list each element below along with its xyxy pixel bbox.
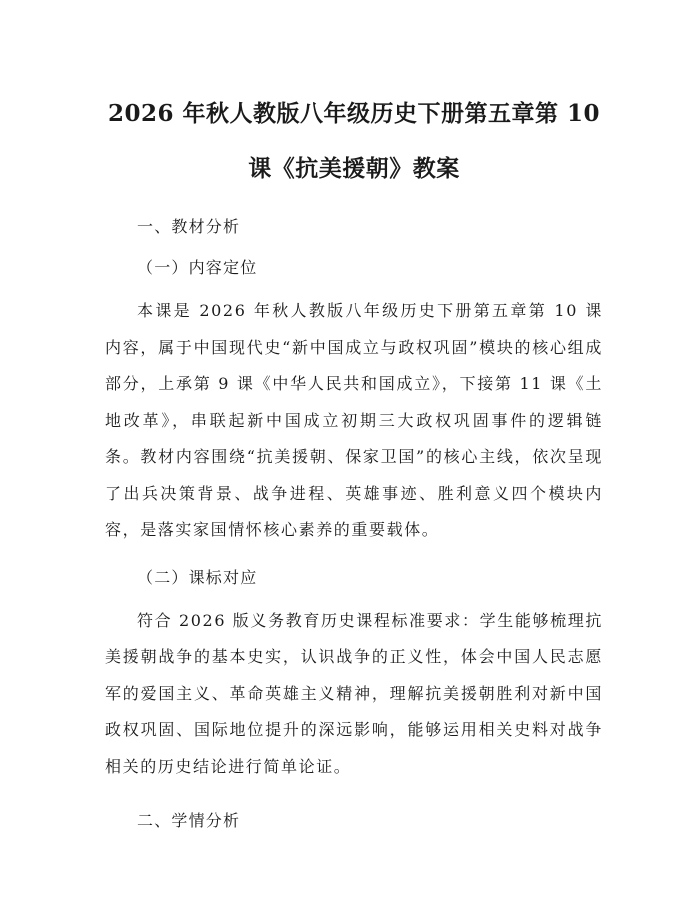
section-heading-learner-analysis: 二、学情分析 <box>137 811 241 830</box>
subsection-heading-content-positioning: （一）内容定位 <box>137 258 258 277</box>
section-heading-teaching-material-analysis: 一、教材分析 <box>137 217 241 236</box>
paragraph-curriculum-standard: 符合 2026 版义务教育历史课程标准要求：学生能够梳理抗美援朝战争的基本史实，认识战争的正义性，体会中国人民志愿军的爱国主义、革命英雄主义精神，理解抗美援朝胜利对新中国政权巩固、国际地位提升的深远影响，能够运用相关史料对战争相关的历史结论进行简单论证。 <box>105 610 603 776</box>
document-title: 2026 年秋人教版八年级历史下册第五章第 10 课《抗美援朝》教案 <box>107 100 601 182</box>
subsection-heading-curriculum-standard: （二）课标对应 <box>137 567 258 587</box>
paragraph-content-positioning: 本课是 2026 年秋人教版八年级历史下册第五章第 10 课内容，属于中国现代史“新中国成立与政权巩固”模块的核心组成部分，上承第 9 课《中华人民共和国成立》，下接第 11 课《土地改革》，串联起新中国成立初期三大政权巩固事件的逻辑链条。教材内容围绕“抗美援朝、保家卫国”的核心主线，依次呈现了出兵决策背景、战争进程、英雄事迹、胜利意义四个模块内容，是落实家国情怀核心素养的重要载体。 <box>105 301 603 539</box>
